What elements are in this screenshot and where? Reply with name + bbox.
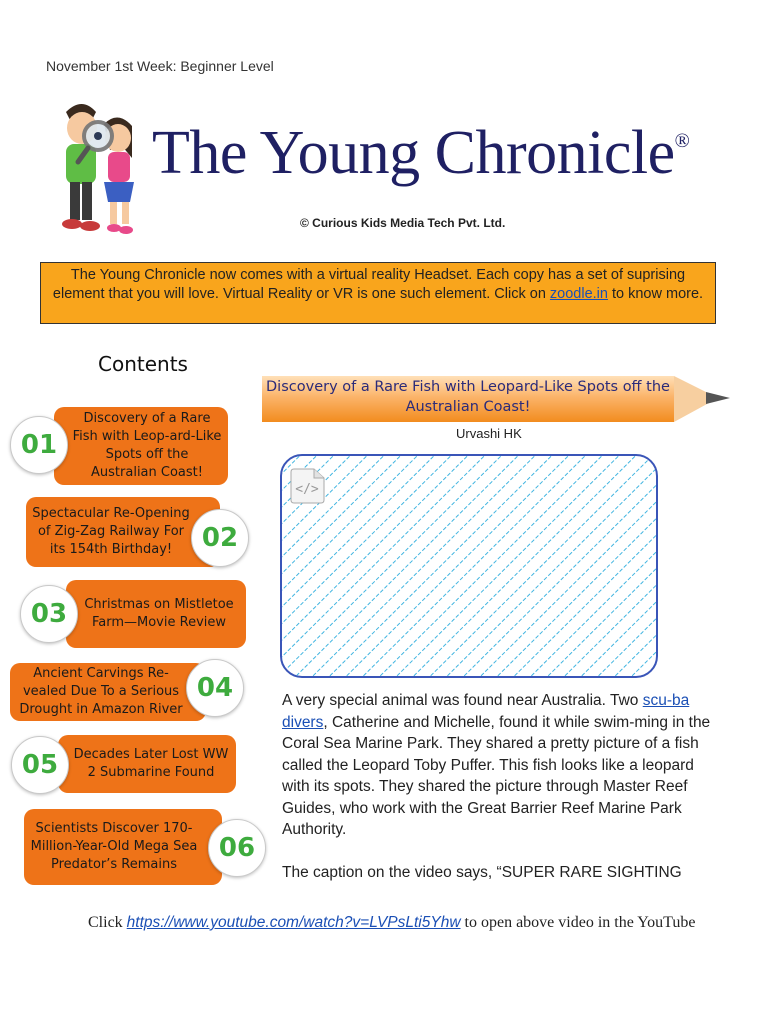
zoodle-link[interactable]: zoodle.in [549,286,608,302]
video-embed-placeholder[interactable] [280,454,658,678]
article-body [282,690,718,841]
copyright-line: © Curious Kids Media Tech Pvt. Ltd. [300,216,506,230]
toc-number-04: 04 [186,659,244,717]
video-caption-text: The caption on the video says, “SUPER RARE SIGHTING [282,864,682,881]
toc-item-title: Scientists Discover 170-Million-Year-Old Mega Sea Predator’s Remains [30,821,198,872]
article-author: Urvashi HK [456,426,522,441]
masthead-title [152,118,689,189]
scuba-divers-link[interactable]: scu-ba divers [282,692,690,731]
toc-number-02: 02 [191,509,249,567]
vr-notice-box [40,262,716,324]
article-headline: Discovery of a Rare Fish with Leopard-Like Spots off the Australian Coast! [266,379,670,415]
toc-item-title: Spectacular Re-Opening of Zig-Zag Railway For its 154th Birthday! [32,506,190,557]
notice-text-before: The Young Chronicle now comes with a virtual reality Headset. Each copy has a set of suprising element that you will love. Virtual Reality or VR is one such element. Click on [52,267,686,302]
body-text-2: , Catherine and Michelle, found it while swim-ming in the Coral Sea Marine Park. They shared a pretty picture of a fish called the Leopard Toby Puffer. This fish looks like a leopard with its spots. They shared the picture through Master Reef Guides, who work with the Great Barrier Reef Marine Park Authority. [282,713,711,838]
toc-item-04[interactable] [10,663,206,721]
svg-text:</>: </> [295,482,319,497]
registered-mark: ® [674,130,690,153]
toc-item-03[interactable] [66,580,246,648]
toc-item-title: Christmas on Mistletoe Farm—Movie Review [84,597,234,630]
click-after-text: to open above video in the YouTube [460,914,696,931]
toc-number-06: 06 [208,819,266,877]
body-text-1: A very special animal was found near Australia. Two [282,692,643,709]
toc-item-01[interactable] [54,407,228,485]
notice-text-after: to know more. [607,286,704,302]
embed-code-icon [288,468,326,504]
toc-item-06[interactable] [24,809,222,885]
toc-item-title: Discovery of a Rare Fish with Leop-ard-Like Spots off the Australian Coast! [72,411,222,480]
youtube-link[interactable]: https://www.youtube.com/watch?v=LVPsLti5Yhw [126,914,461,931]
toc-item-05[interactable] [58,735,236,793]
toc-number-05: 05 [11,736,69,794]
youtube-instruction [88,912,718,934]
toc-number-01: 01 [10,416,68,474]
masthead-text: The Young Chronicle [152,119,675,187]
toc-item-title: Ancient Carvings Re-vealed Due To a Serious Drought in Amazon River [19,666,183,717]
click-label: Click [88,914,127,931]
kids-mascot-logo [52,98,148,242]
week-level-label: November 1st Week: Beginner Level [46,58,274,74]
toc-item-title: Decades Later Lost WW 2 Submarine Found [73,747,229,780]
contents-heading: Contents [98,352,188,376]
toc-number-03: 03 [20,585,78,643]
